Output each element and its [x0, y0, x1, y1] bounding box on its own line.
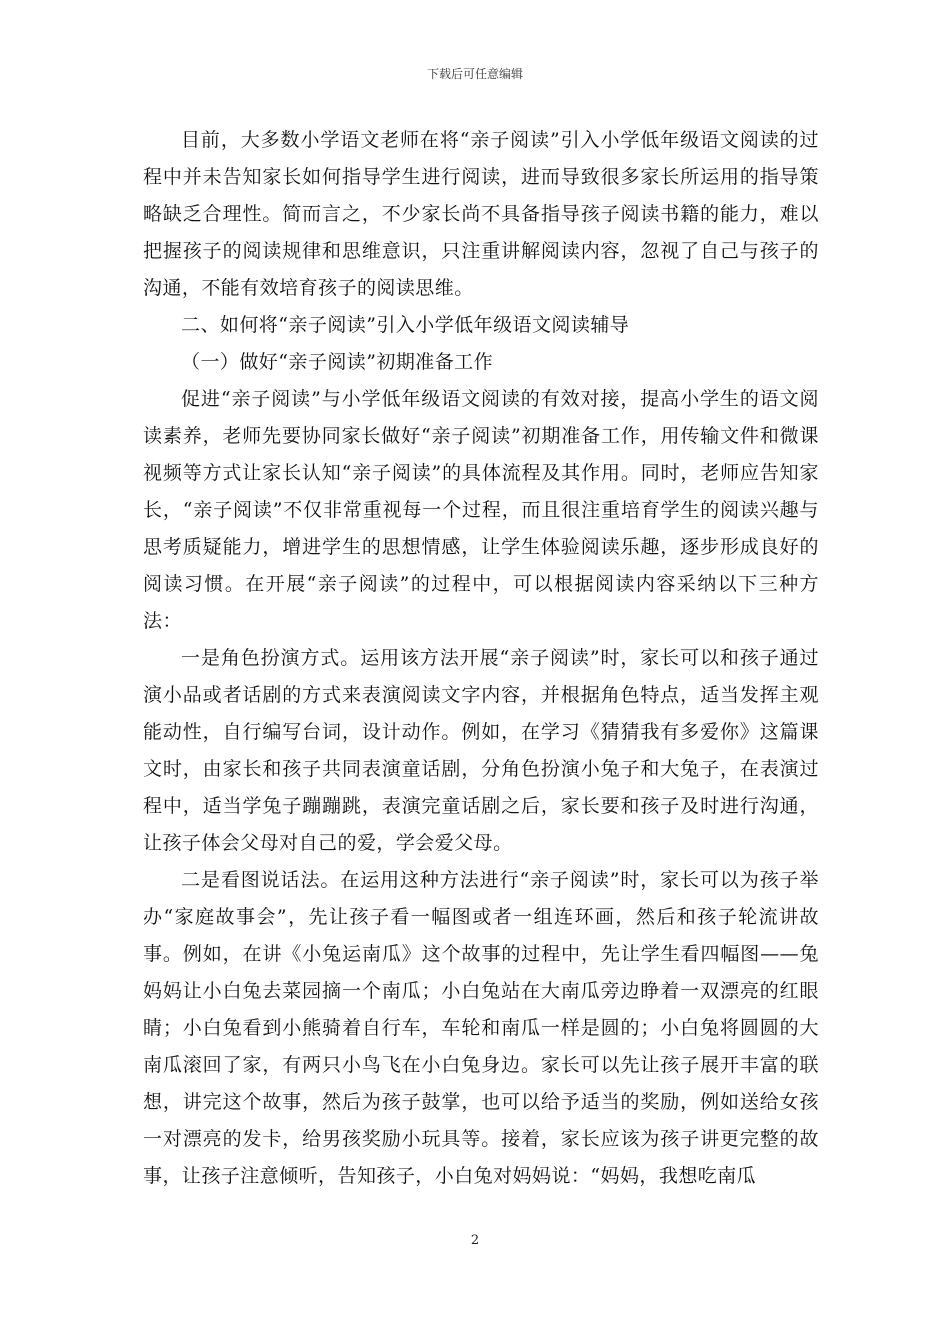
page-number: 2 [470, 1233, 480, 1248]
page-header: 下载后可任意编辑 [426, 67, 523, 81]
paragraph-2: 促进“亲子阅读”与小学低年级语文阅读的有效对接，提高小学生的语文阅读素养，老师先要协同家长做好“亲子阅读”初期准备工作，用传输文件和微课视频等方式让家长认知“亲子阅读”的具体流程及其作用。同时，老师应告知家长，“亲子阅读”不仅非常重视每一个过程，而且很注重培育学生的阅读兴趣与思考质疑能力，增进学生的思想情感，让学生体验阅读乐趣，逐步形成良好的阅读习惯。在开展“亲子阅读”的过程中，可以根据阅读内容采纳以下三种方法： [143, 388, 819, 632]
subsection-heading: （一）做好“亲子阅读”初期准备工作 [181, 351, 494, 373]
document-body [143, 122, 819, 1195]
paragraph-4: 二是看图说话法。在运用这种方法进行“亲子阅读”时，家长可以为孩子举办“家庭故事会”，先让孩子看一幅图或者一组连环画，然后和孩子轮流讲故事。例如，在讲《小兔运南瓜》这个故事的过程中，先让学生看四幅图——兔妈妈让小白兔去菜园摘一个南瓜；小白兔站在大南瓜旁边睁着一双漂亮的红眼睛；小白兔看到小熊骑着自行车，车轮和南瓜一样是圆的；小白兔将圆圆的大南瓜滚回了家，有两只小鸟飞在小白兔身边。家长可以先让孩子展开丰富的联想，讲完这个故事，然后为孩子鼓掌，也可以给予适当的奖励，例如送给女孩一对漂亮的发卡，给男孩奖励小玩具等。接着，家长应该为孩子讲更完整的故事，让孩子注意倾听，告知孩子，小白兔对妈妈说：“妈妈，我想吃南瓜 [143, 869, 819, 1187]
paragraph-3: 一是角色扮演方式。运用该方法开展“亲子阅读”时，家长可以和孩子通过演小品或者话剧的方式来表演阅读文字内容，并根据角色特点，适当发挥主观能动性，自行编写台词，设计动作。例如，在学习《猜猜我有多爱你》这篇课文时，由家长和孩子共同表演童话剧，分角色扮演小兔子和大兔子，在表演过程中，适当学兔子蹦蹦跳，表演完童话剧之后，家长要和孩子及时进行沟通，让孩子体会父母对自己的爱，学会爱父母。 [143, 647, 819, 854]
paragraph-1: 目前，大多数小学语文老师在将“亲子阅读”引入小学低年级语文阅读的过程中并未告知家长如何指导学生进行阅读，进而导致很多家长所运用的指导策略缺乏合理性。简而言之，不少家长尚不具备指导孩子阅读书籍的能力，难以把握孩子的阅读规律和思维意识，只注重讲解阅读内容，忽视了自己与孩子的沟通，不能有效培育孩子的阅读思维。 [143, 129, 819, 299]
section-heading: 二、如何将“亲子阅读”引入小学低年级语文阅读辅导 [181, 314, 630, 336]
